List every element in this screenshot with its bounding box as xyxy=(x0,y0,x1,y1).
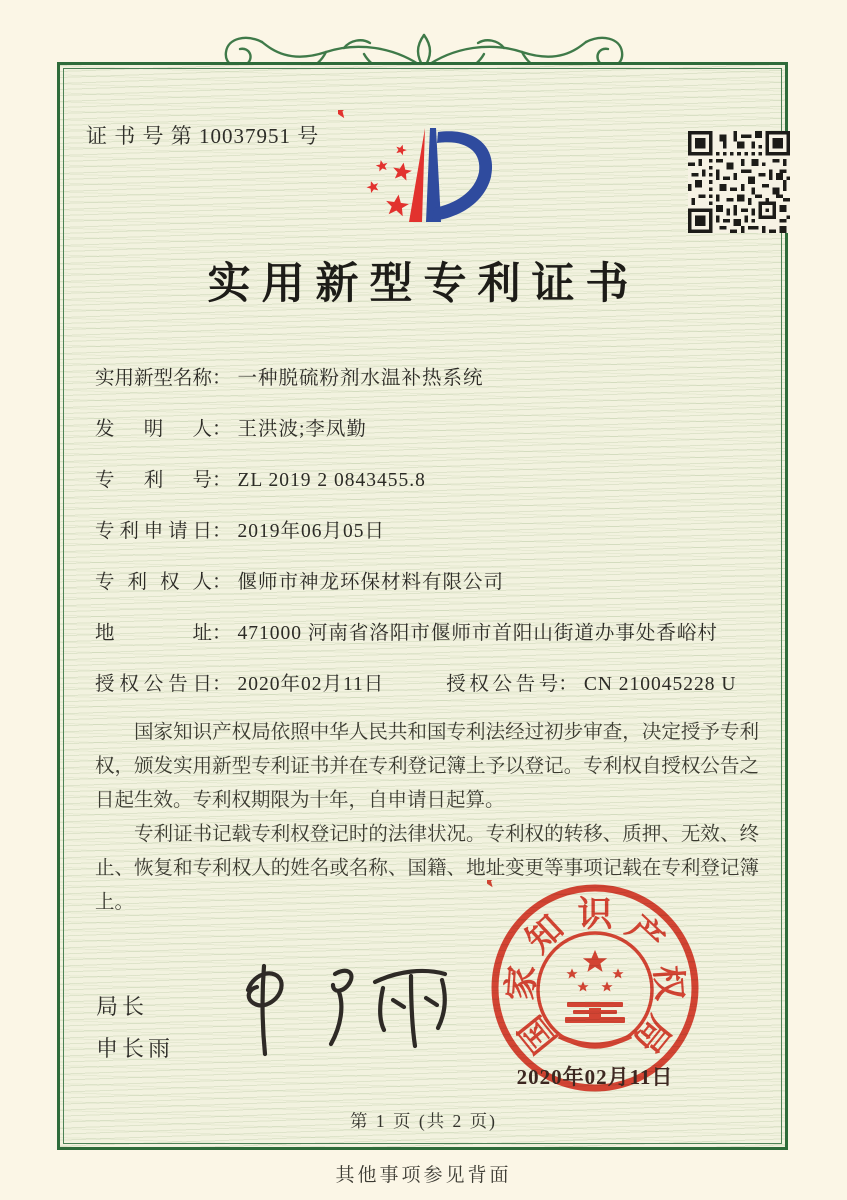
field-row-name: 实用新型名称 ： 一种脱硫粉剂水温补热系统 xyxy=(95,362,765,413)
seal-char: 家 xyxy=(501,964,543,1002)
legal-paragraph-1: 国家知识产权局依照中华人民共和国专利法经过初步审查，决定授予专利权，颁发实用新型专利证书并在专利登记簿上予以登记。专利权自授权公告之日起生效。专利权期限为十年，自申请日起算。 xyxy=(95,722,759,811)
field-row-address: 地址 ： 471000 河南省洛阳市偃师市首阳山街道办事处香峪村 xyxy=(95,617,765,668)
field-value-inventors: 王洪波;李凤勤 xyxy=(237,419,367,440)
field-row-patent-number: 专利号 ： ZL 2019 2 0843455.8 xyxy=(95,464,765,515)
field-value-utility-model-name: 一种脱硫粉剂水温补热系统 xyxy=(237,368,484,389)
handwritten-signature-icon xyxy=(218,946,463,1076)
commissioner-name-label: 申长雨 xyxy=(96,1036,175,1061)
seal-char: 识 xyxy=(577,895,613,934)
field-row-filing-date: 专利申请日 ： 2019年06月05日 xyxy=(95,515,765,566)
field-row-patentee: 专利权人 ： 偃师市神龙环保材料有限公司 xyxy=(95,566,765,617)
page-number: 第 1 页 (共 2 页) xyxy=(349,1111,498,1131)
field-value-grant-number: CN 210045228 U xyxy=(583,674,737,695)
seal-char: 权 xyxy=(647,964,689,1002)
field-value-patentee: 偃师市神龙环保材料有限公司 xyxy=(237,572,505,593)
field-label: 发明人 xyxy=(95,419,212,440)
seal-char: 局 xyxy=(625,1008,679,1061)
seal-char: 产 xyxy=(619,908,672,961)
field-value-patent-number: ZL 2019 2 0843455.8 xyxy=(237,470,426,491)
qr-code-icon xyxy=(688,131,790,233)
field-label: 专利权人 xyxy=(95,572,212,593)
field-value-filing-date: 2019年06月05日 xyxy=(237,521,386,542)
certificate-number: 证 书 号 第 10037951 号 xyxy=(86,124,320,148)
seal-char: 知 xyxy=(518,908,571,961)
seal-date: 2020年02月11日 xyxy=(516,1065,674,1089)
field-label: 授权公告日 xyxy=(95,674,212,695)
cnipa-patent-logo-icon xyxy=(338,110,516,242)
field-label: 实用新型名称 xyxy=(95,368,213,389)
field-value-address: 471000 河南省洛阳市偃师市首阳山街道办事处香峪村 xyxy=(237,623,718,644)
back-side-note: 其他事项参见背面 xyxy=(335,1165,512,1186)
field-label: 授权公告号 xyxy=(446,674,559,695)
field-label: 专利申请日 xyxy=(95,521,212,542)
field-row-inventor: 发明人 ： 王洪波;李凤勤 xyxy=(95,413,765,464)
commissioner-role-label: 局长 xyxy=(96,994,149,1019)
certificate-title: 实用新型专利证书 xyxy=(207,261,640,308)
field-label: 地址 xyxy=(95,623,212,644)
field-value-grant-date: 2020年02月11日 xyxy=(237,674,385,695)
field-row-grant: 授权公告日 ： 2020年02月11日 授权公告号 ： CN 210045228 U xyxy=(95,668,765,719)
legal-paragraph-2: 专利证书记载专利权登记时的法律状况。专利权的转移、质押、无效、终止、恢复和专利权人的姓名或名称、国籍、地址变更等事项记载在专利登记簿上。 xyxy=(95,824,759,913)
certificate-fields xyxy=(95,362,765,719)
field-label: 专利号 xyxy=(95,470,212,491)
seal-char: 国 xyxy=(511,1008,565,1061)
